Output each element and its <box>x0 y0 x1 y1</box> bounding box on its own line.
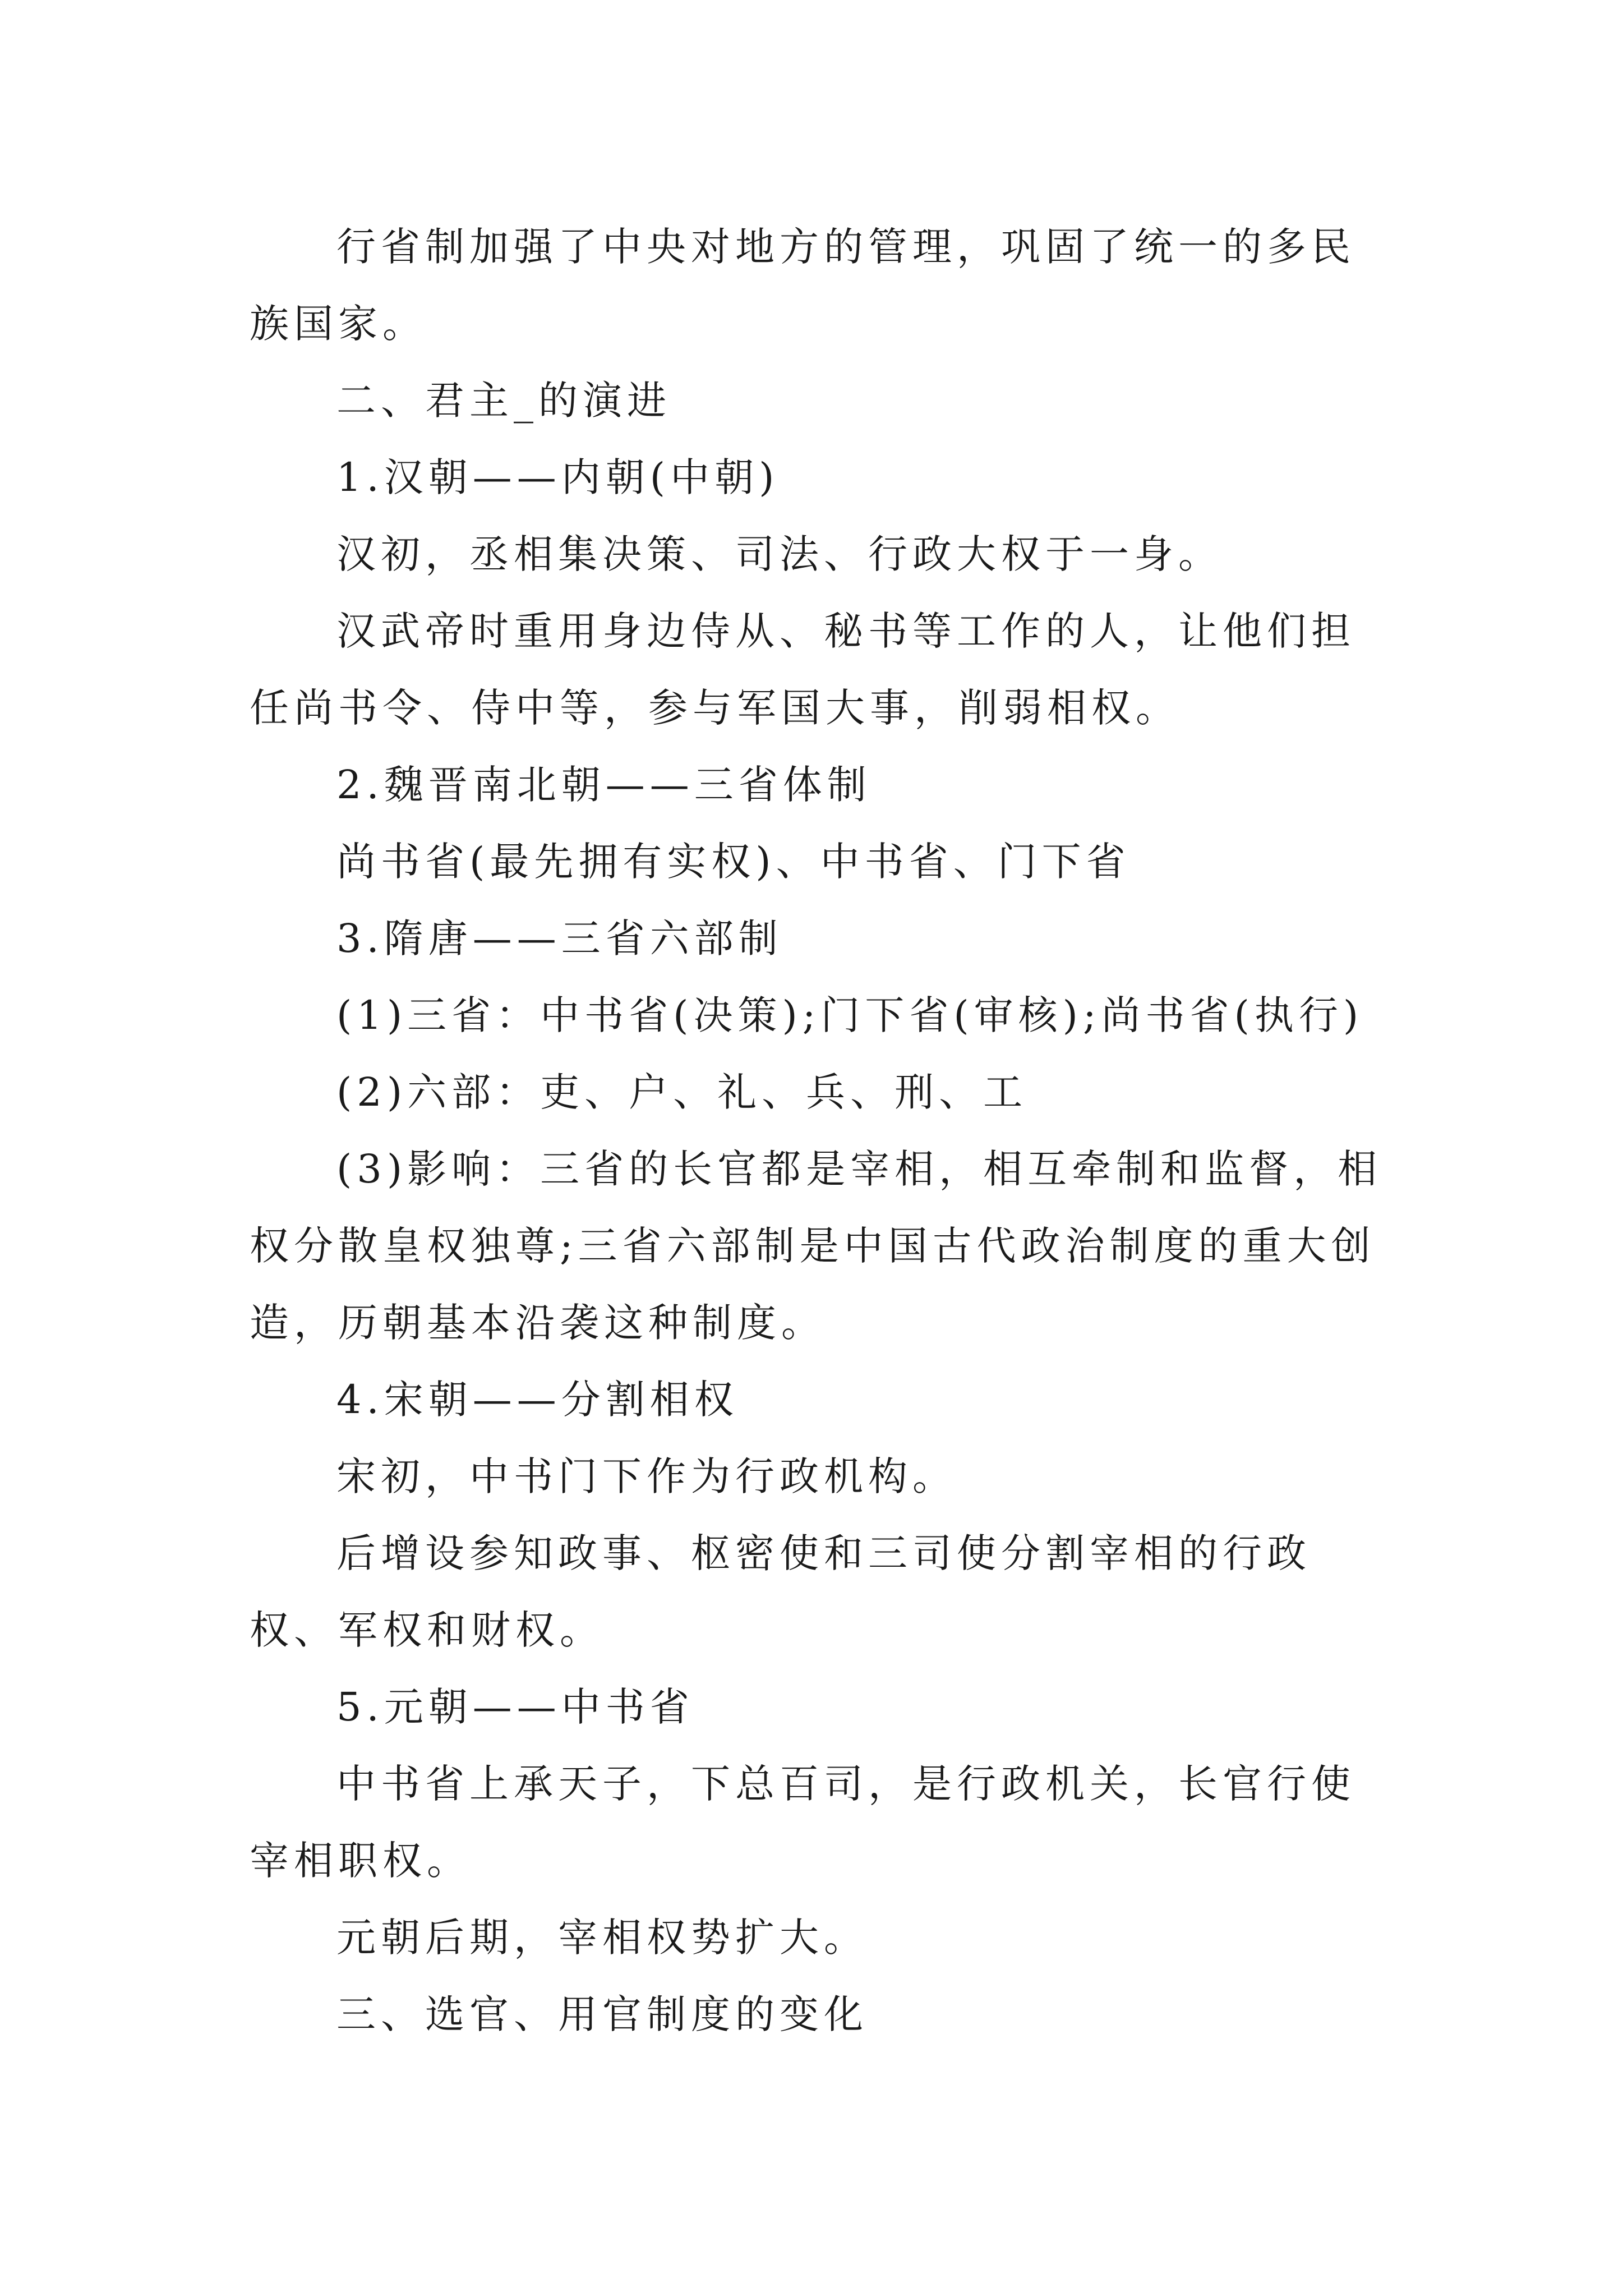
paragraph: 尚书省(最先拥有实权)、中书省、门下省 <box>336 839 1131 885</box>
paragraph: 中书省上承天子，下总百司，是行政机关，长官行使宰相职权。 <box>250 1761 1355 1884</box>
paragraph: 宋初，中书门下作为行政机构。 <box>336 1453 957 1499</box>
paragraph: 后增设参知政事、枢密使和三司使分割宰相的行政权、军权和财权。 <box>250 1530 1311 1653</box>
list-item: (3)影响：三省的长官都是宰相，相互牵制和监督，相权分散皇权独尊;三省六部制是中国古代政治制度的重大创造，历朝基本沿袭这种制度。 <box>250 1146 1382 1346</box>
list-item: (2)六部：吏、户、礼、兵、刑、工 <box>336 1069 1028 1115</box>
subheading: 1.汉朝——内朝(中朝) <box>336 454 780 500</box>
paragraph: 汉初，丞相集决策、司法、行政大权于一身。 <box>336 531 1223 577</box>
document-body <box>250 209 1388 2053</box>
subheading: 5.元朝——中书省 <box>336 1684 694 1730</box>
subheading: 2.魏晋南北朝——三省体制 <box>336 762 872 808</box>
paragraph: 元朝后期，宰相权势扩大。 <box>336 1915 868 1961</box>
subheading: 4.宋朝——分割相权 <box>336 1377 739 1423</box>
subheading: 3.隋唐——三省六部制 <box>336 915 783 961</box>
list-item: (1)三省：中书省(决策);门下省(审核);尚书省(执行) <box>336 992 1364 1038</box>
paragraph: 汉武帝时重用身边侍从、秘书等工作的人，让他们担任尚书令、侍中等，参与军国大事，削弱相权。 <box>250 608 1355 731</box>
paragraph: 行省制加强了中央对地方的管理，巩固了统一的多民族国家。 <box>250 224 1355 347</box>
section-heading: 三、选官、用官制度的变化 <box>336 1991 868 2037</box>
section-heading: 二、君主_的演进 <box>336 378 671 424</box>
